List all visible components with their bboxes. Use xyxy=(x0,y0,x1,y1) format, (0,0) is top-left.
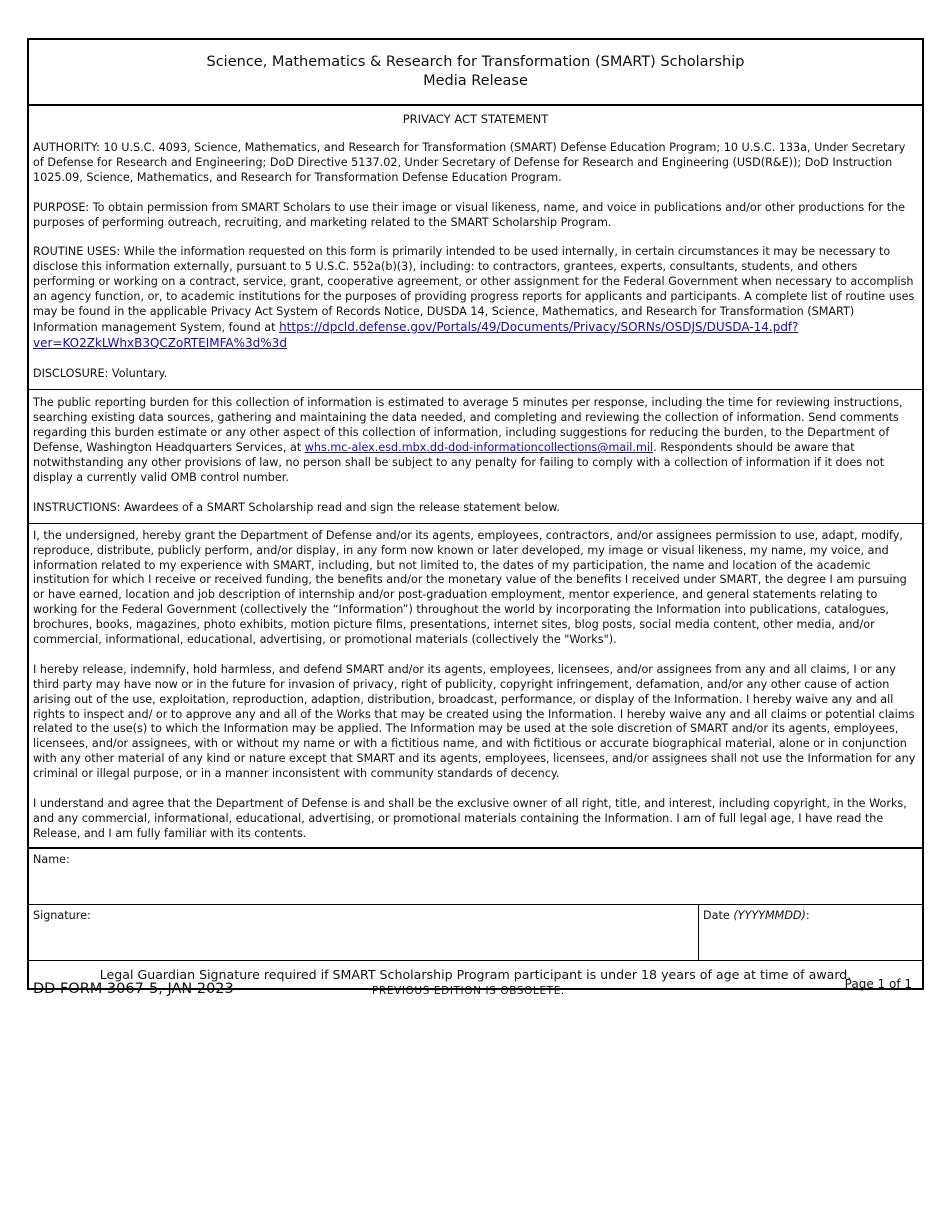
burden-statement xyxy=(29,390,922,523)
burden-paragraph xyxy=(33,396,918,485)
sorn-link[interactable]: https://dpcld.defense.gov/Portals/49/Documents/Privacy/SORNs/OSDJS/DUSDA-14.pdf?ver=KO2ZkLWhxB3QCZoRTEIMFA%3d%3d xyxy=(33,319,799,350)
release-paragraph-grant: I, the undersigned, hereby grant the Department of Defense and/or its agents, employees, contractors, and/or assignees permission to use, adapt, modify, reproduce, distribute, publicly perform, and/or display, in any form now known or later developed, my image or visual likeness, my name, my voice, and information related to my experience with SMART, including, but not limited to, the dates of my participation, the name and location of the academic institution for which I receive or received funding, the benefits and/or the monetary value of the benefits I received under SMART, the degree I am pursuing or have earned, location and job description of internship and/or post-graduation employment, mentor experience, and general statements relating to working for the Federal Government (collectively the “Information”) throughout the world by incorporating the Information into publications, catalogues, brochures, books, magazines, photo exhibits, motion picture films, presentations, internet sites, blog posts, social media content, other media, and/or commercial, informational, educational, advertising, or promotional materials (collectively the "Works"). xyxy=(33,528,907,647)
privacy-act-heading: PRIVACY ACT STATEMENT xyxy=(402,112,549,126)
date-field[interactable] xyxy=(699,905,922,960)
release-statement xyxy=(29,524,922,849)
signature-label: Signature: xyxy=(33,908,91,922)
form-title xyxy=(29,40,922,106)
form-title-line2: Media Release xyxy=(423,73,528,89)
release-paragraph-ownership: I understand and agree that the Department of Defense is and shall be the exclusive owner of all right, title, and interest, including copyright, in the Works, and any commercial, informational, educational, advertising, or promotional materials containing the Information. I am of full legal age, I have read the Release, and I am fully familiar with its contents. xyxy=(33,796,907,840)
routine-uses-text: ROUTINE USES: While the information requested on this form is primarily intended to be used internally, in certain circumstances it may be necessary to disclose this information externally, pursuant to 5 U.S.C. 552a(b)(3), including: to contractors, grantees, experts, consultants, students, and others performing or working on a contract, service, grant, cooperative agreement, or other assignment for the Federal Government when necessary to accomplish an agency function, or, to academic institutions for the purposes of providing progress reports for applicants and participants. A complete list of routine uses may be found in the applicable Privacy Act System of Records Notice, DUSDA 14, Science, Mathematics, and Research for Transformation (SMART) Information management System, found at xyxy=(33,245,915,334)
privacy-act-statement xyxy=(29,106,922,390)
purpose-paragraph: PURPOSE: To obtain permission from SMART Scholars to use their image or visual likeness, name, and voice in publications and/or other productions for the purposes of performing outreach, recruiting, and marketing related to the SMART Scholarship Program. xyxy=(33,200,906,229)
name-label: Name: xyxy=(33,852,70,866)
name-cell[interactable] xyxy=(29,849,74,904)
page-number: Page 1 of 1 xyxy=(844,977,912,991)
name-field[interactable] xyxy=(29,849,922,905)
date-format-hint: (YYYYMMDD) xyxy=(733,908,806,922)
guardian-signature-note: Legal Guardian Signature required if SMART Scholarship Program participant is under 18 years of age at time of award. xyxy=(99,966,852,982)
signature-field[interactable] xyxy=(29,905,699,960)
disclosure-paragraph: DISCLOSURE: Voluntary. xyxy=(33,366,168,380)
instructions-paragraph: INSTRUCTIONS: Awardees of a SMART Scholarship read and sign the release statement below. xyxy=(33,500,560,514)
form-title-line1: Science, Mathematics & Research for Transformation (SMART) Scholarship xyxy=(206,54,745,70)
date-label: Date xyxy=(703,908,730,922)
release-paragraph-indemnify: I hereby release, indemnify, hold harmless, and defend SMART and/or its agents, employees, licensees, and/or assignees from any and all claims, I or any third party may have now or in the future for invasion of privacy, right of publicity, copyright infringement, defamation, and/or any other cause of action arising out of the use, exploitation, reproduction, adaption, distribution, broadcast, performance, or display of the Information. I hereby waive any and all rights to inspect and/ or to approve any and all of the Works that may be created using the Information. I hereby waive any and all claims or potential claims related to the use(s) to which the Information may be applied. The Information may be used at the sole discretion of SMART and/or its agents, employees, licensees, and/or assignees, with or without my name or with a fictitious name, and with fictitious or accurate biographical material, alone or in conjunction with any other material of any kind or nature except that SMART and its agents, employees, licensees, and/or assignees shall not use the Information for any criminal or illegal purpose, or in a manner inconsistent with community standards of decency. xyxy=(33,662,916,781)
burden-email-link[interactable]: whs.mc-alex.esd.mbx.dd-dod-informationcollections@mail.mil xyxy=(304,441,654,455)
date-label-colon: : xyxy=(805,908,810,922)
burden-text-before: The public reporting burden for this collection of information is estimated to average 5 minutes per response, including the time for reviewing instructions, searching existing data sources, gathering and maintaining the data needed, and completing and reviewing the collection of information. Send comments regarding this burden estimate or any other aspect of this collection of information, including suggestions for reducing the burden, to the Department of Defense, Washington Headquarters Services, at xyxy=(33,396,903,455)
burden-text-after: . Respondents should be aware that notwithstanding any other provisions of law, no person shall be subject to any penalty for failing to comply with a collection of information if it does not display a currently valid OMB control number. xyxy=(33,441,885,484)
authority-paragraph: AUTHORITY: 10 U.S.C. 4093, Science, Mathematics, and Research for Transformation (SMART) Defense Education Program; 10 U.S.C. 133a, Under Secretary of Defense for Research and Engineering; DoD Directive 5137.02, Under Secretary of Defense for Research and Engineering (USD(R&E)); DoD Instruction 1025.09, Science, Mathematics, and Research for Transformation Defense Education Program. xyxy=(33,141,906,184)
routine-uses-paragraph xyxy=(33,245,918,351)
form-frame xyxy=(27,38,924,990)
form-number: DD FORM 3067-5, JAN 2023 xyxy=(33,981,234,997)
signature-date-row xyxy=(29,905,922,961)
edition-note: PREVIOUS EDITION IS OBSOLETE. xyxy=(372,985,565,997)
